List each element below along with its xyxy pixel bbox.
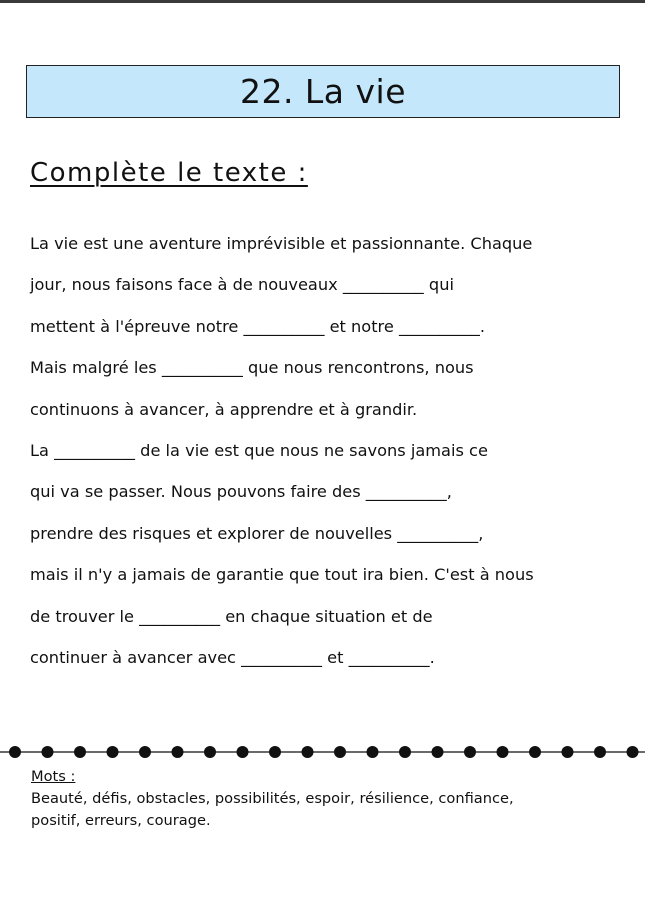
separator-dot [204,746,216,758]
separator-dot [497,746,509,758]
separator-dot [172,746,184,758]
text-line: mettent à l'épreuve notre __________ et notre __________. [30,316,486,336]
instruction-heading: Complète le texte : [30,158,308,188]
text-line: continuer à avancer avec __________ et __________. [30,647,435,667]
separator-dot [74,746,86,758]
separator-dot [562,746,574,758]
dotted-cut-line [0,742,645,762]
word-bank-line: positif, erreurs, courage. [31,812,211,829]
separator-dot [269,746,281,758]
separator-dot [42,746,54,758]
word-bank-label: Mots : [31,768,76,785]
separator-dot [9,746,21,758]
text-line: La __________ de la vie est que nous ne savons jamais ce [30,440,488,460]
separator-dot [302,746,314,758]
separator-dot [529,746,541,758]
text-line: prendre des risques et explorer de nouvelles __________, [30,523,484,543]
separator-dot [367,746,379,758]
word-bank [31,766,621,832]
text-line: continuons à avancer, à apprendre et à grandir. [30,399,418,419]
separator-dot [627,746,639,758]
separator-dot [594,746,606,758]
separator-dot [237,746,249,758]
separator-dot [464,746,476,758]
title-banner [26,65,620,118]
top-border [0,0,645,3]
separator-dot [139,746,151,758]
fill-in-text [30,230,630,685]
text-line: de trouver le __________ en chaque situation et de [30,606,433,626]
separator-dot [399,746,411,758]
text-line: jour, nous faisons face à de nouveaux __________ qui [30,275,454,295]
text-line: La vie est une aventure imprévisible et passionnante. Chaque [30,234,533,253]
text-line: qui va se passer. Nous pouvons faire des __________, [30,482,452,502]
word-bank-line: Beauté, défis, obstacles, possibilités, espoir, résilience, confiance, [31,790,514,807]
page-title: 22. La vie [239,72,407,111]
separator-dot [107,746,119,758]
separator-dot [432,746,444,758]
text-line: Mais malgré les __________ que nous rencontrons, nous [30,358,474,378]
separator-dot [334,746,346,758]
text-line: mais il n'y a jamais de garantie que tout ira bien. C'est à nous [30,565,534,585]
